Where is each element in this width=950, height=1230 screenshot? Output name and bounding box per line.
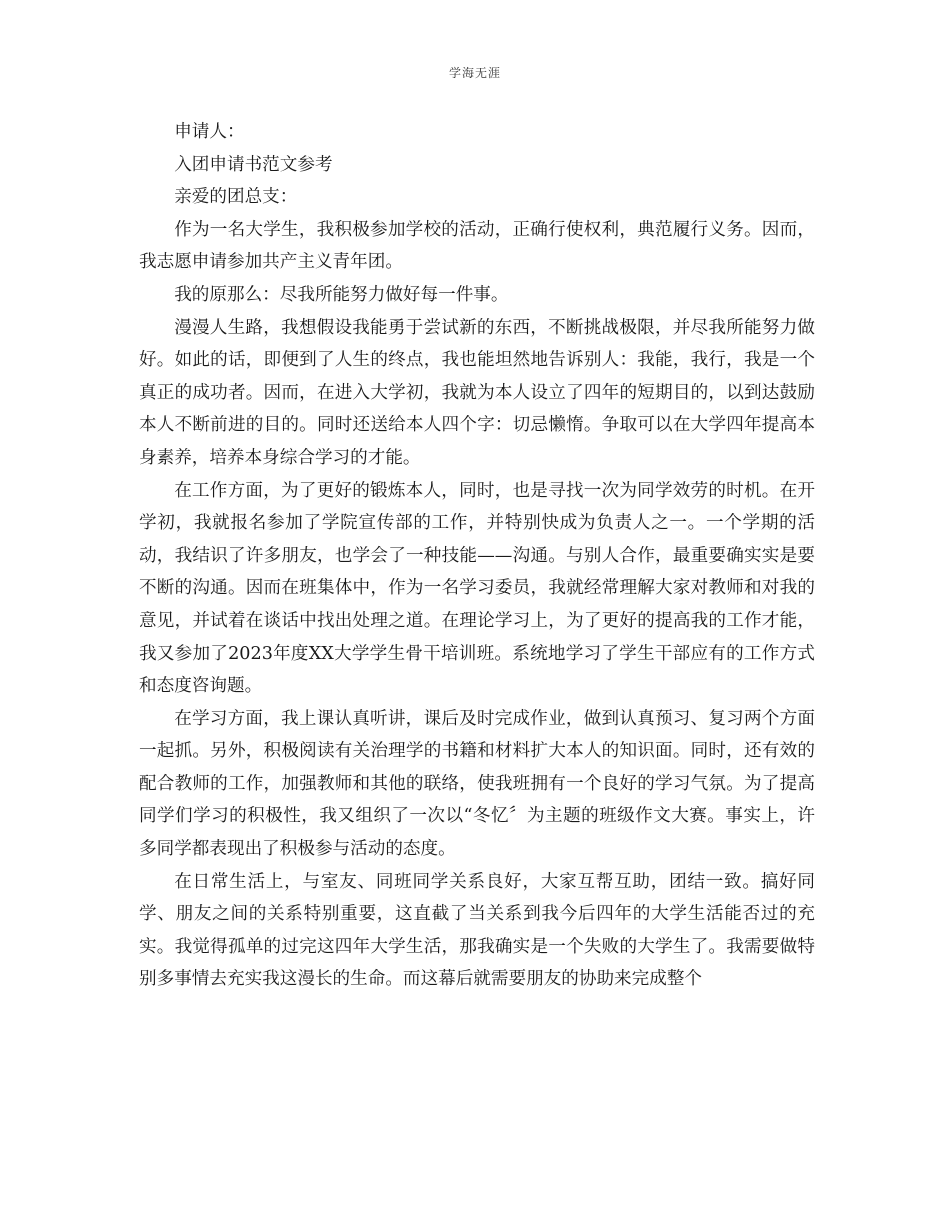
body-paragraph: 我的原那么：尽我所能努力做好每一件事。 bbox=[174, 284, 509, 305]
body-paragraph: 漫漫人生路，我想假设我能勇于尝试新的东西，不断挑战极限，并尽我所能努力做好。如此的话，即便到了人生的终点，我也能坦然地告诉别人：我能，我行，我是一个真正的成功者。因而，在进入大学初，我就为本人设立了四年的短期目的，以到达鼓励本人不断前进的目的。同时还送给本人四个字：切忌懒惰。争取可以在大学四年提高本身素养，培养本身综合学习的才能。 bbox=[139, 317, 815, 468]
document-body bbox=[139, 116, 815, 996]
body-paragraph: 在日常生活上，与室友、同班同学关系良好，大家互帮互助，团结一致。搞好同学、朋友之间的关系特别重要，这直截了当关系到我今后四年的大学生活能否过的充实。我觉得孤单的过完这四年大学生活，那我确实是一个失败的大学生了。我需要做特别多事情去充实我这漫长的生命。而这幕后就需要朋友的协助来完成整个 bbox=[139, 871, 815, 990]
body-paragraph: 在学习方面，我上课认真听讲，课后及时完成作业，做到认真预习、复习两个方面一起抓。另外，积极阅读有关治理学的书籍和材料扩大本人的知识面。同时，还有效的配合教师的工作，加强教师和其他的联络，使我班拥有一个良好的学习气氛。为了提高同学们学习的积极性，我又组织了一次以“冬忆〞为主题的班级作文大赛。事实上，许多同学都表现出了积极参与活动的态度。 bbox=[139, 708, 815, 860]
body-paragraph: 作为一名大学生，我积极参加学校的活动，正确行使权利，典范履行义务。因而，我志愿申请参加共产主义青年团。 bbox=[139, 219, 815, 273]
salutation: 亲爱的团总支： bbox=[174, 187, 298, 208]
page-header: 学海无涯 bbox=[448, 66, 501, 80]
applicant-line: 申请人： bbox=[174, 122, 245, 142]
body-paragraph: 在工作方面，为了更好的锻炼本人，同时，也是寻找一次为同学效劳的时机。在开学初，我就报名参加了学院宣传部的工作，并特别快成为负责人之一。一个学期的活动，我结识了许多朋友，也学会了一种技能——沟通。与别人合作，最重要确实实是要不断的沟通。因而在班集体中，作为一名学习委员，我就经常理解大家对教师和对我的意见，并试着在谈话中找出处理之道。在理论学习上，为了更好的提高我的工作才能，我又参加了2023年度XX大学学生骨干培训班。系统地学习了学生干部应有的工作方式和态度咨询题。 bbox=[139, 480, 815, 697]
document-title: 入团申请书范文参考 bbox=[174, 154, 333, 175]
